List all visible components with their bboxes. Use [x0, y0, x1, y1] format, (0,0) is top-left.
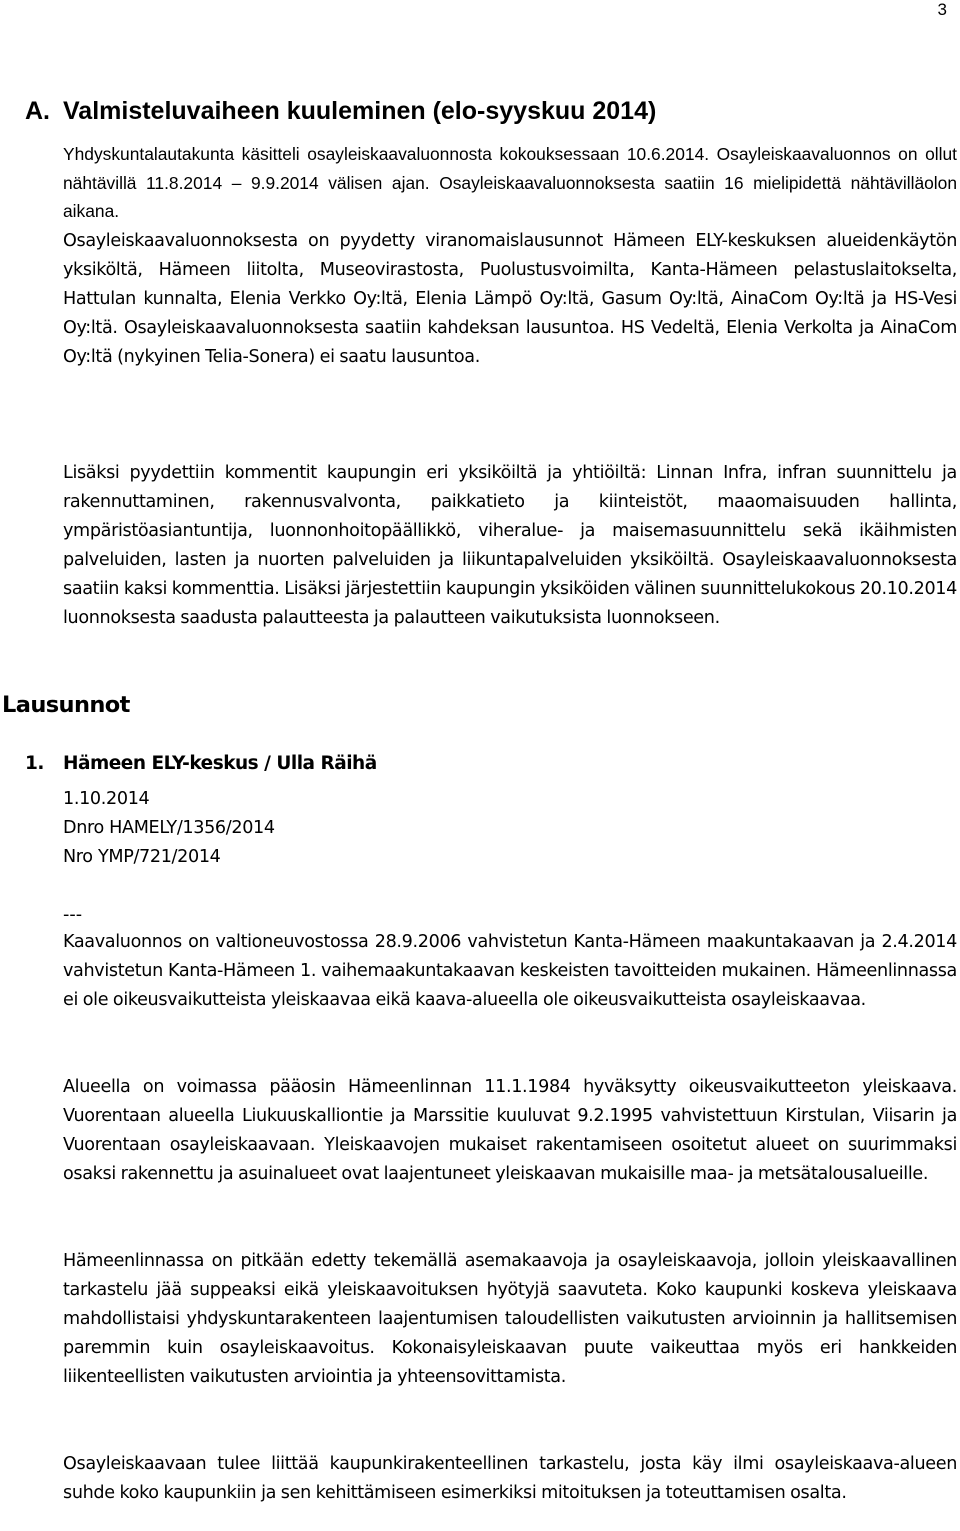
section-title: Valmisteluvaiheen kuuleminen (elo-syyskuu 2014): [63, 97, 657, 125]
authority-statements-paragraph: Osayleiskaavaluonnoksesta on pyydetty viranomaislausunnot Hämeen ELY-keskuksen alueidenkäytön yksiköltä, Hämeen liitolta, Museovirastosta, Puolustusvoimilta, Kanta-Hämeen pelastuslaitokselta, Hattulan kunnalta, Elenia Verkko Oy:ltä, Elenia Lämpö Oy:ltä, Gasum Oy:ltä, AinaCom Oy:ltä ja HS-Vesi Oy:ltä. Osayleiskaavaluonnoksesta saatiin kahdeksan lausuntoa. HS Vedeltä, Elenia Verkolta ja AinaCom Oy:ltä (nykyinen Telia-Sonera) ei saatu lausuntoa.: [63, 231, 957, 368]
statement-meta: [63, 785, 275, 872]
page-number: 3: [937, 0, 947, 19]
city-comments-paragraph: Lisäksi pyydettiin kommentit kaupungin eri yksiköiltä ja yhtiöiltä: Linnan Infra, infran suunnittelu ja rakennuttaminen, rakennusvalvonta, paikkatieto ja kiinteistöt, maaomaisuuden hallinta, ympäristöasiantuntija, luonnonhoitopäällikkö, viheralue- ja maisemasuunnittelu sekä ikäihmisten palveluiden, lasten ja nuorten palveluiden ja liikuntapalveluiden yksiköiltä. Osayleiskaavaluonnoksesta saatiin kaksi kommenttia. Lisäksi järjestettiin kaupungin yksiköiden välinen suunnittelukokous 20.10.2014 luonnoksesta saadusta palautteesta ja palautteen vaikutuksista luonnokseen.: [63, 463, 957, 629]
statement-dnro: Dnro HAMELY/1356/2014: [63, 818, 275, 838]
statement-paragraph-1: Kaavaluonnos on valtioneuvostossa 28.9.2006 vahvistetun Kanta-Hämeen maakuntakaavan ja 2.4.2014 vahvistetun Kanta-Hämeen 1. vaihemaakuntakaavan keskeisten tavoitteiden mukainen. Hämeenlinnassa ei ole oikeusvaikutteista yleiskaavaa eikä kaava-alueella ole oikeusvaikutteista osayleiskaavaa.: [63, 932, 957, 1011]
intro-paragraph: Yhdyskuntalautakunta käsitteli osayleiskaavaluonnosta kokouksessaan 10.6.2014. Osayleiskaavaluonnos on ollut nähtävillä 11.8.2014 – 9.9.2014 välisen ajan. Osayleiskaavaluonnoksesta saatiin 16 mielipidettä nähtävilläolon aikana.: [63, 144, 957, 221]
section-letter: A.: [25, 97, 50, 125]
statement-paragraph-4: Osayleiskaavaan tulee liittää kaupunkirakenteellinen tarkastelu, josta käy ilmi osayleiskaava-alueen suhde koko kaupunkiin ja sen kehittämiseen esimerkiksi mitoituksen ja toteuttamisen osalta.: [63, 1454, 957, 1504]
statement-nro: Nro YMP/721/2014: [63, 847, 221, 867]
statement-title: Hämeen ELY-keskus / Ulla Räihä: [63, 753, 377, 774]
section-heading: [25, 96, 656, 126]
statement-date: 1.10.2014: [63, 789, 150, 809]
statement-heading: [25, 750, 377, 778]
statement-paragraph-2: Alueella on voimassa pääosin Hämeenlinnan 11.1.1984 hyväksytty oikeusvaikutteeton yleiskaava. Vuorentaan alueella Liukuuskalliontie ja Marssitie kuuluvat 9.2.1995 vahvistettuun Kirstulan, Viisarin ja Vuorentaan osayleiskaavaan. Yleiskaavojen mukaiset rakentamiseen osoitetut alueet on suurimmaksi osaksi rakennettu ja asuinalueet ovat laajentuneet yleiskaavan mukaisille maa- ja metsätalousalueille.: [63, 1077, 957, 1185]
statement-paragraph-3: Hämeenlinnassa on pitkään edetty tekemällä asemakaavoja ja osayleiskaavoja, jolloin yleiskaavallinen tarkastelu jää suppeaksi eikä yleiskaavoituksen hyötyjä saavuteta. Koko kaupunki koskeva yleiskaava mahdollistaisi yhdyskuntarakenteen laajentumisen taloudellisten vaikutusten arvioinnin ja hallitsemisen paremmin kuin osayleiskaavoitus. Kokonaisyleiskaavan puute vaikeuttaa myös eri hankkeiden liikenteellisten vaikutusten arviointia ja yhteensovittamista.: [63, 1251, 957, 1388]
separator: ---: [63, 905, 83, 925]
lausunnot-heading: Lausunnot: [2, 692, 130, 718]
statement-number: 1.: [25, 753, 44, 774]
